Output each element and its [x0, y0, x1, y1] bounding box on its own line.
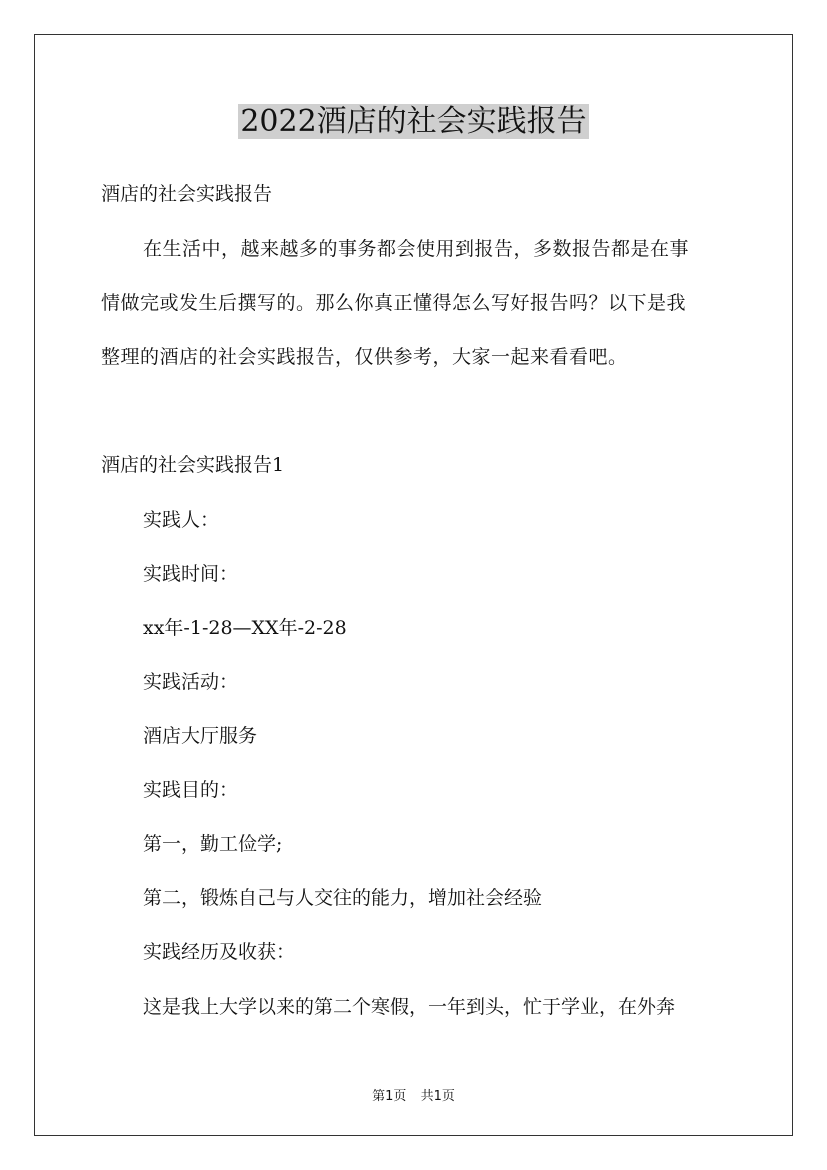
- list-item: 第一，勤工俭学;: [143, 833, 283, 855]
- section-heading: 酒店的社会实践报告1: [101, 454, 285, 476]
- document-subtitle: 酒店的社会实践报告: [101, 183, 273, 205]
- intro-line: 整理的酒店的社会实践报告，仅供参考，大家一起来看看吧。: [101, 346, 628, 368]
- document-title: [0, 102, 827, 142]
- list-item: 实践目的：: [143, 779, 239, 801]
- list-item: 实践经历及收获：: [143, 941, 296, 963]
- list-item: 实践时间：: [143, 563, 239, 585]
- intro-line: 在生活中，越来越多的事务都会使用到报告，多数报告都是在事: [143, 238, 690, 260]
- list-item: 实践活动：: [143, 671, 239, 693]
- list-item: 实践人：: [143, 509, 220, 531]
- list-item: 这是我上大学以来的第二个寒假，一年到头，忙于学业，在外奔: [143, 996, 676, 1018]
- intro-line: 情做完或发生后撰写的。那么你真正懂得怎么写好报告吗？以下是我: [101, 292, 687, 314]
- document-title-text: 2022酒店的社会实践报告: [240, 104, 587, 139]
- list-item: 第二，锻炼自己与人交往的能力，增加社会经验: [143, 887, 543, 909]
- list-item: xx年-1-28—XX年-2-28: [143, 617, 347, 639]
- list-item: 酒店大厅服务: [143, 725, 258, 747]
- page-number: 第1页: [372, 1089, 407, 1104]
- page-footer: [0, 1085, 827, 1104]
- page-total: 共1页: [420, 1089, 455, 1104]
